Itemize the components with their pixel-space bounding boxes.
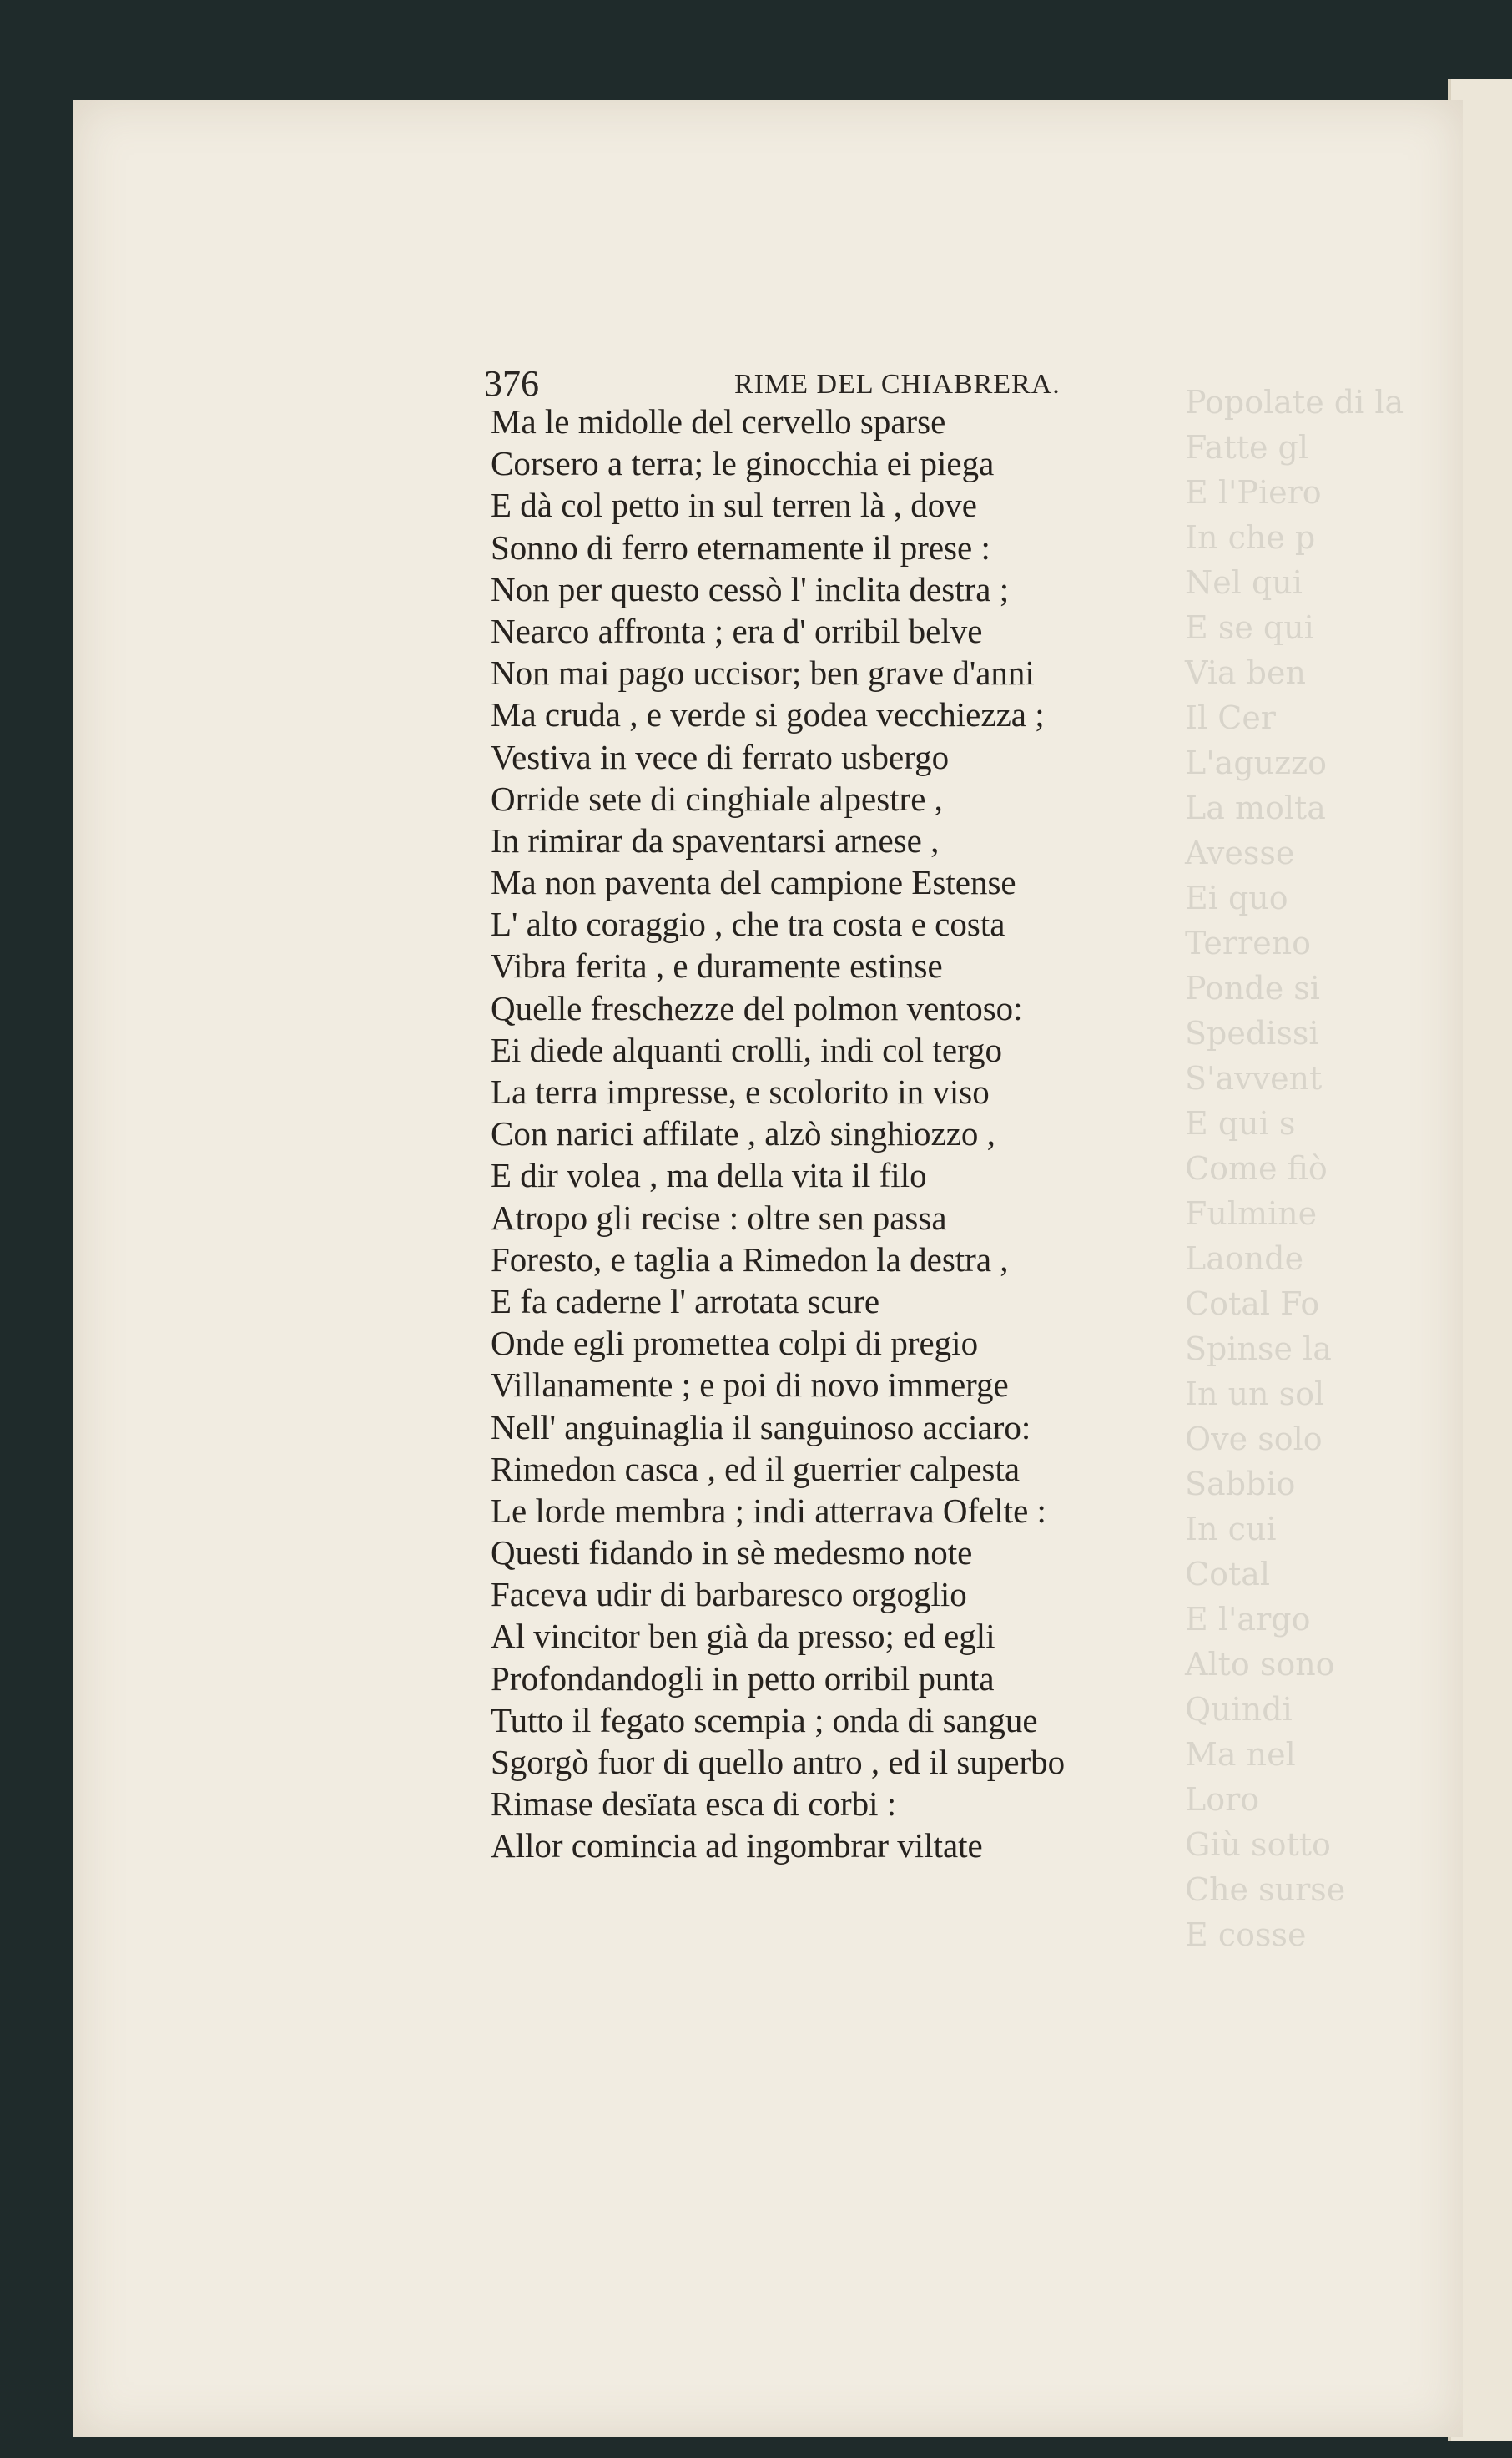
running-head: RIME DEL CHIABRERA. [734,369,1061,400]
poem-line: Vestiva in vece di ferrato usbergo [491,737,950,776]
poem-line: Vibra ferita , e duramente estinse [491,946,943,986]
show-through-line: Il Cer [1185,699,1276,736]
poem-line: E dir volea , ma della vita il filo [491,1156,927,1195]
poem-line: Villanamente ; e poi di novo immerge [491,1365,1009,1405]
show-through-line: Che surse [1185,1871,1346,1908]
show-through-line: Fatte gl [1185,429,1309,466]
poem-line: Tutto il fegato scempia ; onda di sangue [491,1700,1038,1739]
show-through-line: Cotal Fo [1185,1285,1320,1322]
show-through-line: Ei quo [1185,880,1288,916]
show-through-line: Ponde si [1185,970,1320,1007]
poem-line: Ei diede alquanti crolli, indi col tergo [491,1030,1002,1069]
show-through-line: Ove solo [1185,1421,1323,1457]
page-number: 376 [484,363,539,404]
show-through-line: Quindi [1185,1691,1293,1728]
poem-line: Onde egli promettea colpi di pregio [491,1324,979,1363]
poem-line: Al vincitor ben già da presso; ed egli [491,1617,995,1656]
show-through-line: Giù sotto [1185,1826,1331,1863]
poem-line: Non mai pago uccisor; ben grave d'anni [491,654,1035,693]
poem-line: Atropo gli recise : oltre sen passa [491,1198,947,1237]
poem-line: Le lorde membra ; indi atterrava Ofelte : [491,1491,1046,1530]
show-through-line: In che p [1185,519,1316,556]
show-through-line: La molta [1185,790,1326,826]
show-through-line: In un sol [1185,1375,1325,1412]
show-through-line: Fulmine [1185,1195,1318,1232]
show-through-line: Via ben [1185,654,1306,691]
poem-line: Rimase desïata esca di corbi : [491,1784,897,1824]
show-through-line: Come fiò [1185,1150,1328,1187]
show-through-line: Nel qui [1185,564,1303,601]
poem-text [491,401,1242,1867]
poem-line: Rimedon casca , ed il guerrier calpesta [491,1449,1021,1488]
show-through-line: Laonde [1185,1240,1304,1277]
poem-line: Quelle freschezze del polmon ventoso: [491,988,1023,1027]
show-through-line: Ma nel [1185,1736,1296,1773]
poem-line: L' alto coraggio , che tra costa e costa [491,905,1005,944]
show-through-line: Spinse la [1185,1330,1332,1367]
poem-line: E fa caderne l' arrotata scure [491,1281,880,1320]
poem-line: Ma cruda , e verde si godea vecchiezza ; [491,695,1045,734]
show-through-line: Cotal [1185,1556,1271,1592]
show-through-line: In cui [1185,1511,1277,1547]
poem-line: Allor comincia ad ingombrar viltate [491,1826,983,1865]
show-through-line: L'aguzzo [1185,744,1328,781]
poem-line: Nell' anguinaglia il sanguinoso acciaro: [491,1407,1031,1446]
poem-line: La terra impresse, e scolorito in viso [491,1073,990,1111]
poem-line: Faceva udir di barbaresco orgoglio [491,1575,967,1614]
poem-line: Non per questo cessò l' inclita destra ; [491,569,1010,608]
poem-line: Con narici affilate , alzò singhiozzo , [491,1114,995,1153]
show-through-line: Alto sono [1185,1646,1335,1683]
show-through-line: E l'Piero [1185,474,1322,511]
poem-line: Foresto, e taglia a Rimedon la destra , [491,1239,1009,1279]
show-through-line: E l'argo [1185,1601,1311,1638]
show-through-line: E qui s [1185,1105,1296,1142]
poem-line: E dà col petto in sul terren là , dove [491,486,977,525]
poem-line: Ma le midolle del cervello sparse [491,402,946,441]
show-through-line: Spedissi [1185,1015,1319,1052]
poem-line: Nearco affronta ; era d' orribil belve [491,611,983,650]
poem-line: Corsero a terra; le ginocchia ei piega [491,444,995,483]
poem-line: In rimirar da spaventarsi arnese , [491,820,940,860]
poem-line: Sonno di ferro eternamente il prese : [491,527,990,567]
poem-line: Ma non paventa del campione Estense [491,863,1016,902]
show-through-line: E cosse [1185,1916,1307,1953]
show-through-line: S'avvent [1185,1060,1323,1097]
poem-line: Profondandogli in petto orribil punta [491,1658,995,1698]
show-through-line: Sabbio [1185,1466,1296,1502]
show-through-line: Avesse [1185,835,1295,871]
poem-line: Orride sete di cinghiale alpestre , [491,779,943,818]
show-through-line: Loro [1185,1781,1260,1818]
show-through-line: Terreno [1185,925,1312,961]
show-through-line: E se qui [1185,609,1314,646]
show-through-line: Popolate di la [1185,384,1404,421]
poem-line: Sgorgò fuor di quello antro , ed il superbo [491,1743,1066,1781]
poem-line: Questi fidando in sè medesmo note [491,1533,973,1572]
